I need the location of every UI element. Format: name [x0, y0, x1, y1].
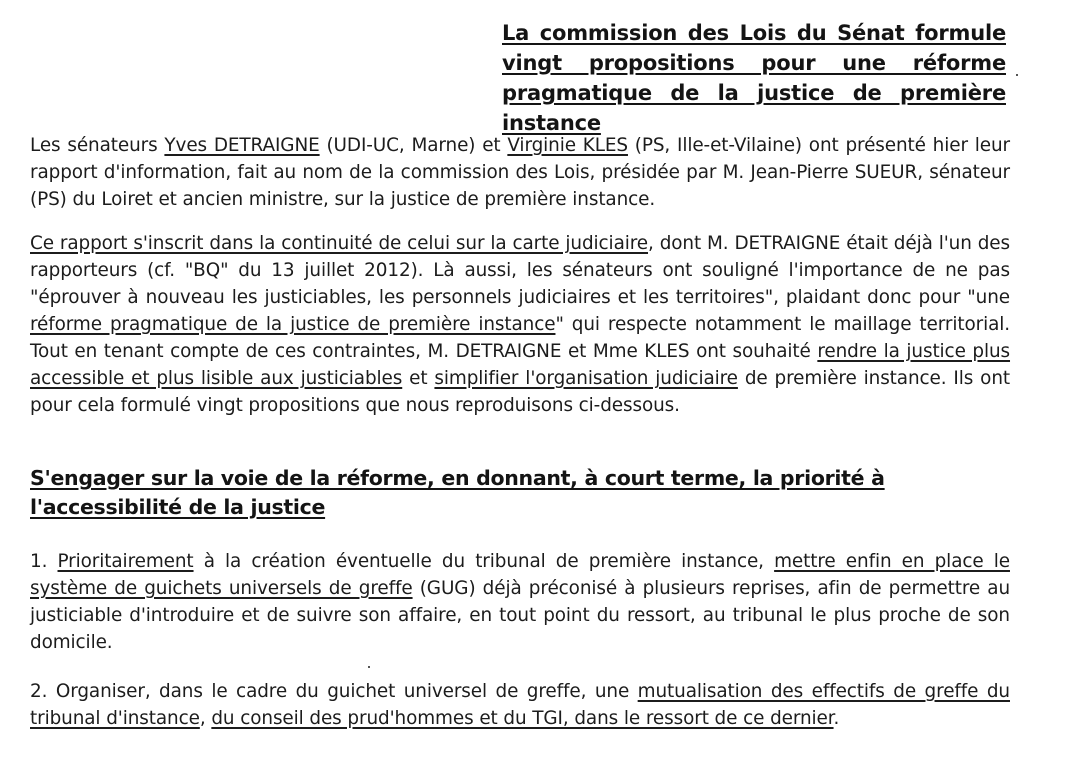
proposal-number: 1.	[30, 551, 58, 572]
proposal-2	[30, 678, 1010, 732]
scan-speck	[368, 666, 370, 668]
underlined-phrase: mettre enfin en place le système de guichets universels de greffe	[30, 551, 1010, 599]
section-heading	[30, 464, 1010, 522]
underlined-phrase: Prioritairement	[57, 551, 194, 572]
intro-paragraph	[30, 132, 1010, 213]
text-run: " qui respecte notamment le maillage territorial. Tout en tenant compte de ces contraintes, M. DETRAIGNE et Mme KLES ont souhaité	[30, 314, 1011, 362]
underlined-phrase: du conseil des prud'hommes et du TGI, dans le ressort de ce dernier	[211, 708, 834, 729]
text-run: 2. Organiser, dans le cadre du guichet universel de greffe, une	[30, 681, 638, 702]
scan-speck	[1016, 74, 1018, 76]
senator-name-detraigne: Yves DETRAIGNE	[164, 135, 320, 156]
context-paragraph	[30, 230, 1010, 419]
text-run: (PS, Ille-et-Vilaine) ont présenté hier leur rapport d'information, fait au nom de la commission des Lois, présidée par M. Jean-Pierre SUEUR, sénateur (PS) du Loiret et ancien ministre, sur la justice de première instance.	[30, 135, 1010, 210]
text-run: (UDI-UC, Marne) et	[319, 135, 508, 156]
underlined-phrase: mutualisation des effectifs de greffe du tribunal d'instance	[30, 681, 1010, 729]
underlined-phrase: rendre la justice plus accessible et plus lisible aux justiciables	[30, 341, 1011, 389]
text-run: , dont M. DETRAIGNE était déjà l'un des rapporteurs (cf. "BQ" du 13 juillet 2012). Là aussi, les sénateurs ont souligné l'importance de ne pas "éprouver à nouveau les justiciables, les personnels judiciaires et les territoires", plaidant donc pour "une	[30, 233, 1010, 308]
text-run: et	[402, 368, 435, 389]
section-heading-text: S'engager sur la voie de la réforme, en donnant, à court terme, la priorité à l'accessibilité de la justice	[30, 466, 885, 519]
underlined-phrase: Ce rapport s'inscrit dans la continuité de celui sur la carte judiciaire	[30, 233, 649, 254]
underlined-phrase: simplifier l'organisation judiciaire	[434, 368, 738, 389]
senator-name-kles: Virginie KLES	[507, 135, 628, 156]
text-run: de première instance. Ils ont pour cela formulé vingt propositions que nous reproduisons ci-dessous.	[30, 368, 1010, 416]
text-run: (GUG) déjà préconisé à plusieurs reprises, afin de permettre au justiciable d'introduire et de suivre son affaire, en tout point du ressort, au tribunal le plus proche de son domicile.	[30, 578, 1010, 653]
text-run: Les sénateurs	[30, 135, 165, 156]
text-run: .	[833, 708, 840, 729]
text-run: ,	[199, 708, 212, 729]
text-run: à la création éventuelle du tribunal de première instance,	[193, 551, 775, 572]
underlined-phrase: réforme pragmatique de la justice de première instance	[30, 314, 556, 335]
proposal-1	[30, 548, 1010, 656]
article-title: La commission des Lois du Sénat formule vingt propositions pour une réforme pragmatique de la justice de première instance	[502, 21, 1006, 135]
